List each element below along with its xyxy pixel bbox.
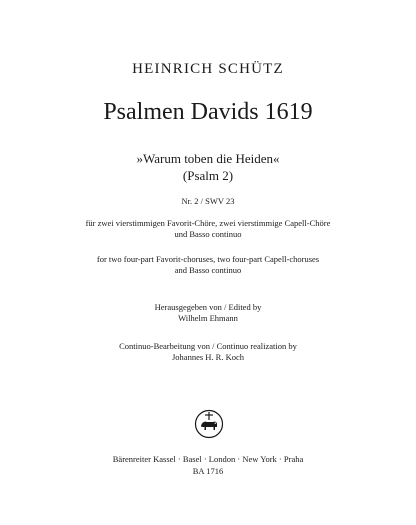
scoring-german-line-2: und Basso continuo	[174, 229, 242, 239]
publisher-line: Bärenreiter Kassel · Basel · London · New York · Praha	[112, 454, 304, 464]
catalog-number: BA 1716	[192, 466, 224, 476]
work-title: Psalmen Davids 1619	[103, 99, 313, 125]
continuo-label: Continuo-Bearbeitung von / Continuo realization by	[119, 341, 297, 351]
barenreiter-bear-emblem-icon	[194, 409, 224, 439]
scoring-german-line-1: für zwei vierstimmigen Favorit-Chöre, zwei vierstimmige Capell-Chöre	[85, 218, 331, 228]
composer-name: HEINRICH SCHÜTZ	[132, 61, 284, 77]
work-subtitle: »Warum toben die Heiden«	[136, 151, 280, 166]
psalm-number: (Psalm 2)	[182, 168, 234, 183]
scoring-english-line-2: and Basso continuo	[174, 265, 242, 275]
catalog-reference: Nr. 2 / SWV 23	[181, 196, 235, 206]
scoring-english-line-1: for two four-part Favorit-choruses, two four-part Capell-choruses	[96, 254, 320, 264]
edited-by-label: Herausgegeben von / Edited by	[154, 302, 262, 312]
continuo-person: Johannes H. R. Koch	[171, 352, 244, 362]
editor-name: Wilhelm Ehmann	[178, 313, 238, 323]
